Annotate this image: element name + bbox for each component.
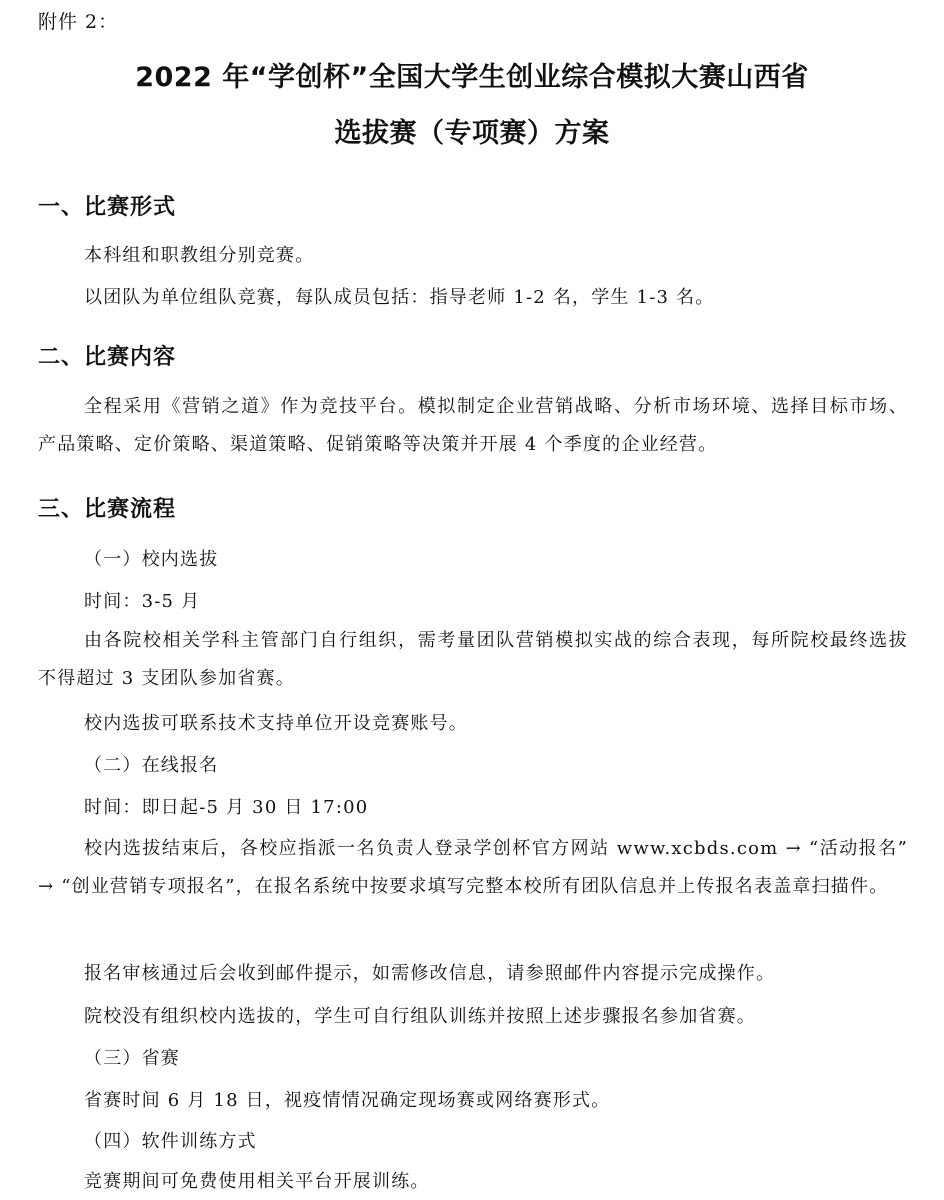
paragraph-team-composition: 以团队为单位组队竞赛，每队成员包括：指导老师 1-2 名，学生 1-3 名。 (84, 287, 715, 308)
paragraph-software-training: 竞赛期间可免费使用相关平台开展训练。 (84, 1171, 430, 1192)
paragraph-provincial-date: 省赛时间 6 月 18 日，视疫情情况确定现场赛或网络赛形式。 (84, 1090, 611, 1111)
document-title-line-1: 2022 年“学创杯”全国大学生创业综合模拟大赛山西省 (135, 62, 809, 93)
paragraph-self-organized-teams: 院校没有组织校内选拔的，学生可自行组队训练并按照上述步骤报名参加省赛。 (84, 1006, 756, 1027)
paragraph-registration-review: 报名审核通过后会收到邮件提示，如需修改信息，请参照邮件内容提示完成操作。 (84, 963, 776, 984)
section-heading-process: 三、比赛流程 (38, 497, 177, 522)
subsection-title-software-training: （四）软件训练方式 (84, 1131, 257, 1152)
subsection-title-provincial: （三）省赛 (84, 1048, 180, 1069)
paragraph-campus-selection: 由各院校相关学科主管部门自行组织，需考量团队营销模拟实战的综合表现，每所院校最终选拔不得超过 3 支团队参加省赛。 (38, 630, 908, 689)
paragraph-registration-steps: 校内选拔结束后，各校应指派一名负责人登录学创杯官方网站 www.xcbds.com → “活动报名” → “创业营销专项报名”，在报名系统中按要求填写完整本校所有团队信息并上传报名表盖章扫描件。 (38, 838, 908, 897)
campus-selection-time: 时间：3-5 月 (84, 591, 201, 612)
paragraph-campus-account: 校内选拔可联系技术支持单位开设竞赛账号。 (84, 713, 468, 734)
subsection-title-campus-selection: （一）校内选拔 (84, 549, 219, 570)
section-heading-content: 二、比赛内容 (38, 345, 177, 370)
section-heading-format: 一、比赛形式 (38, 195, 177, 220)
paragraph-content: 全程采用《营销之道》作为竞技平台。模拟制定企业营销战略、分析市场环境、选择目标市场、产品策略、定价策略、渠道策略、促销策略等决策并开展 4 个季度的企业经营。 (38, 396, 908, 455)
subsection-title-online-registration: （二）在线报名 (84, 755, 219, 776)
document-title-line-2: 选拔赛（专项赛）方案 (334, 118, 610, 149)
paragraph-groups: 本科组和职教组分别竞赛。 (84, 245, 315, 266)
attachment-label: 附件 2： (38, 11, 119, 33)
registration-time: 时间：即日起-5 月 30 日 17:00 (84, 797, 369, 818)
